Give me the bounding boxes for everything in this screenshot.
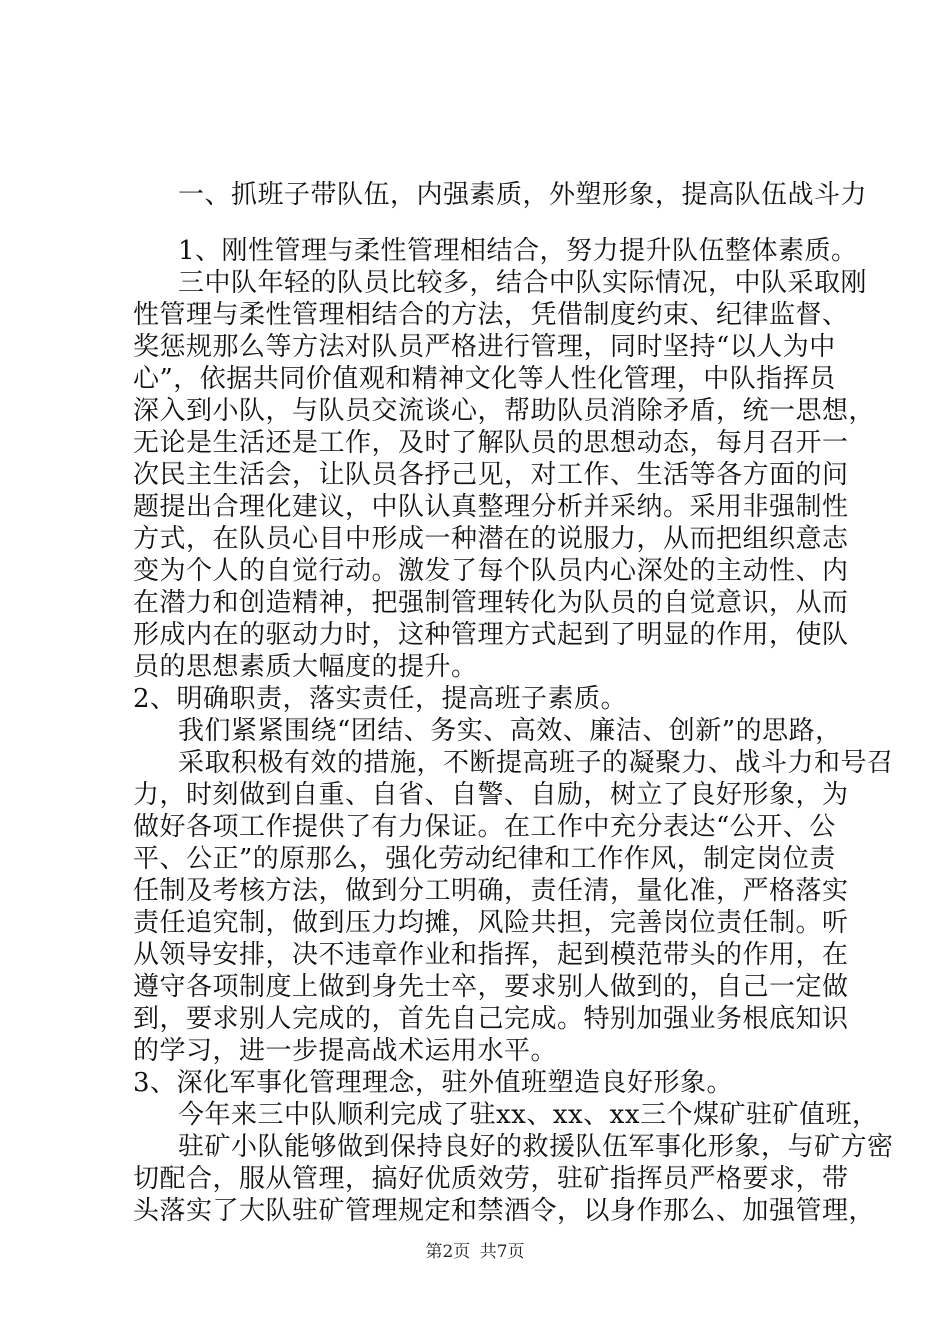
page-number: 第2页	[425, 1242, 471, 1262]
text-line: 方式，在队员心目中形成一种潜在的说服力，从而把组织意志	[133, 524, 849, 554]
text-line: 变为个人的自觉行动。激发了每个队员内心深处的主动性、内	[133, 556, 849, 586]
subheading-1: 1、刚性管理与柔性管理相结合，努力提升队伍整体素质。	[178, 236, 858, 266]
text-line: 头落实了大队驻矿管理规定和禁酒令，以身作那么、加强管理，	[133, 1196, 876, 1226]
text-line: 切配合，服从管理，搞好优质效劳，驻矿指挥员严格要求，带	[133, 1164, 849, 1194]
text-line: 3、深化军事化管理理念，驻外值班塑造良好形象。	[133, 1068, 734, 1098]
text-line: 做好各项工作提供了有力保证。在工作中充分表达“公开、公	[133, 812, 836, 842]
text-line: 次民主生活会，让队员各抒己见，对工作、生活等各方面的问	[133, 460, 849, 490]
text-line: 在潜力和创造精神，把强制管理转化为队员的自觉意识，从而	[133, 588, 849, 618]
text-line: 形成内在的驱动力时，这种管理方式起到了明显的作用，使队	[133, 620, 849, 650]
text-line: 从领导安排，决不违章作业和指挥，起到模范带头的作用，在	[133, 940, 849, 970]
text-line: 员的思想素质大幅度的提升。	[133, 652, 478, 682]
text-line: 责任追究制，做到压力均摊，风险共担，完善岗位责任制。听	[133, 908, 849, 938]
section-heading: 一、抓班子带队伍，内强素质，外塑形象，提高队伍战斗力	[178, 180, 868, 210]
text-line: 无论是生活还是工作，及时了解队员的思想动态，每月召开一	[133, 428, 849, 458]
page-total: 共7页	[479, 1242, 525, 1262]
text-line: 心”，依据共同价值观和精神文化等人性化管理，中队指挥员	[133, 364, 836, 394]
text-line: 2、明确职责，落实责任，提高班子素质。	[133, 684, 628, 714]
text-line: 性管理与柔性管理相结合的方法，凭借制度约束、纪律监督、	[133, 300, 849, 330]
text-line: 力，时刻做到自重、自省、自警、自励，树立了良好形象，为	[133, 780, 849, 810]
text-line: 采取积极有效的措施，不断提高班子的凝聚力、战斗力和号召	[178, 748, 894, 778]
text-line: 驻矿小队能够做到保持良好的救援队伍军事化形象，与矿方密	[178, 1132, 894, 1162]
text-line: 三中队年轻的队员比较多，结合中队实际情况，中队采取刚	[178, 268, 868, 298]
text-line: 遵守各项制度上做到身先士卒，要求别人做到的，自己一定做	[133, 972, 849, 1002]
text-line: 题提出合理化建议，中队认真整理分析并采纳。采用非强制性	[133, 492, 849, 522]
text-line: 任制及考核方法，做到分工明确，责任清，量化准，严格落实	[133, 876, 849, 906]
text-line: 到，要求别人完成的，首先自己完成。特别加强业务根底知识	[133, 1004, 849, 1034]
subheading-3: 今年来三中队顺利完成了驻xx、xx、xx三个煤矿驻矿值班，	[178, 1100, 879, 1130]
text-line: 的学习，进一步提高战术运用水平。	[133, 1036, 558, 1066]
text-line: 奖惩规那么等方法对队员严格进行管理，同时坚持“以人为中	[133, 332, 836, 362]
subheading-2: 我们紧紧围绕“团结、务实、高效、廉洁、创新”的思路，	[178, 716, 842, 746]
page-footer	[0, 1237, 950, 1262]
text-line: 深入到小队，与队员交流谈心，帮助队员消除矛盾，统一思想，	[133, 396, 876, 426]
text-line: 平、公正”的原那么，强化劳动纪律和工作作风，制定岗位责	[133, 844, 836, 874]
